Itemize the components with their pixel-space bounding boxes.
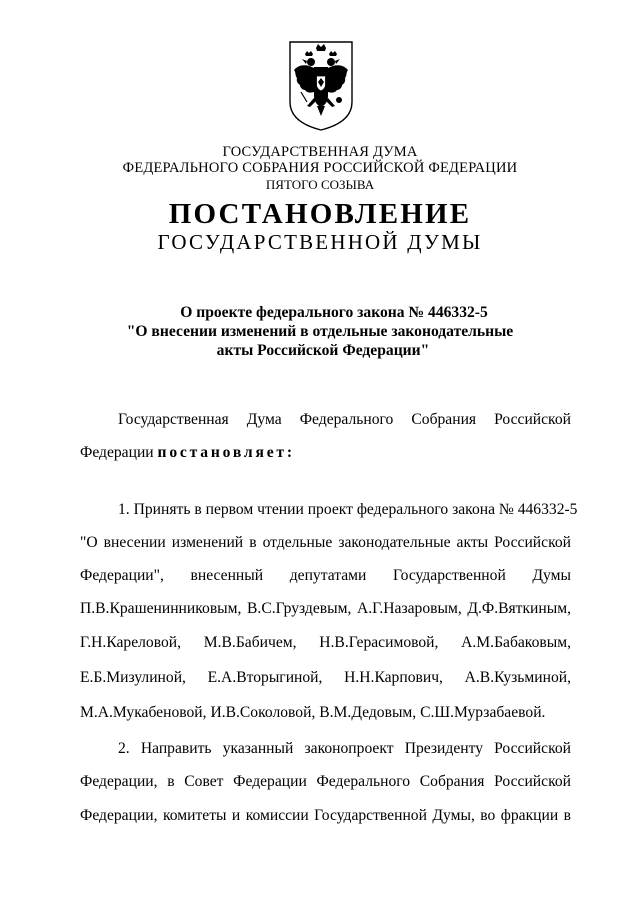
document-issuer-subtitle: ГОСУДАРСТВЕННОЙ ДУМЫ [157, 230, 483, 254]
item1-line7: М.А.Мукабеновой, И.В.Соколовой, В.М.Дедовым, С.Ш.Мурзабаевой. [80, 704, 546, 721]
coat-of-arms-emblem [287, 40, 355, 132]
item2-line3: Федерации, комитеты и комиссии Государственной Думы, во фракции в [80, 807, 571, 824]
document-type-title: ПОСТАНОВЛЕНИЕ [168, 198, 472, 230]
item1-line6: Е.Б.Мизулиной, Е.А.Вторыгиной, Н.Н.Карпович, А.В.Кузьминой, [80, 669, 571, 686]
preamble-line2-text: Федерации [80, 444, 158, 461]
resolves-verb: постановляет: [157, 444, 295, 461]
subject-line3: акты Российской Федерации" [216, 342, 430, 359]
item1-line1: 1. Принять в первом чтении проект федерального закона № 446332-5 [118, 501, 578, 518]
subject-line2: "О внесении изменений в отдельные законодательные [126, 323, 514, 340]
item1-line3: Федерации", внесенный депутатами Государственной Думы [80, 567, 571, 584]
subject-line1: О проекте федерального закона № 446332-5 [180, 304, 488, 321]
institution-name-line1: ГОСУДАРСТВЕННАЯ ДУМА [222, 144, 418, 160]
item2-line2: Федерации, в Совет Федерации Федерального Собрания Российской [80, 773, 571, 790]
convocation-label: ПЯТОГО СОЗЫВА [265, 177, 375, 192]
institution-name-line2: ФЕДЕРАЛЬНОГО СОБРАНИЯ РОССИЙСКОЙ ФЕДЕРАЦИИ [122, 160, 518, 176]
preamble-line2 [80, 443, 571, 463]
item2-line1: 2. Направить указанный законопроект Президенту Российской [118, 740, 571, 757]
preamble-line1: Государственная Дума Федерального Собрания Российской [118, 411, 571, 428]
item1-line5: Г.Н.Кареловой, М.В.Бабичем, Н.В.Герасимовой, А.М.Бабаковым, [80, 634, 571, 651]
item1-line4: П.В.Крашенинниковым, В.С.Груздевым, А.Г.Назаровым, Д.Ф.Вяткиным, [80, 600, 571, 617]
item1-line2: "О внесении изменений в отдельные законодательные акты Российской [80, 534, 571, 551]
